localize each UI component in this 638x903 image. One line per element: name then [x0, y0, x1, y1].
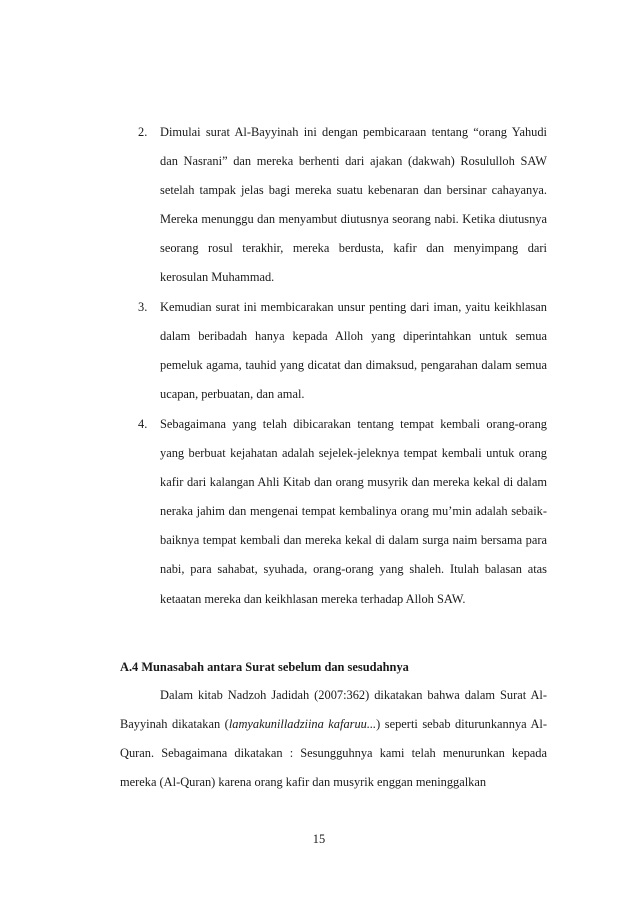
paragraph-italic-term: lamyakunilladziina kafaruu... — [228, 717, 377, 732]
list-item-text: Dimulai surat Al-Bayyinah ini dengan pembicaraan tentang “orang Yahudi dan Nasrani” dan mereka berhenti dari ajakan (dakwah) Rosululloh SAW setelah tampak jelas bagi mereka suatu kebenaran dan bersinar cahayanya. Mereka menunggu dan menyambut diutusnya seorang nabi. Ketika diutusnya seorang rosul terakhir, mereka berdusta, kafir dan menyimpang dari kerosulan Muhammad. — [160, 125, 547, 285]
list-item-number: 3. — [138, 300, 148, 315]
section-heading: A.4 Munasabah antara Surat sebelum dan sesudahnya — [120, 660, 409, 674]
paragraph-text-start: Dalam kitab Nadzoh Jadidah (2007:362) dikatakan bahwa dalam Surat Al-Bayyinah dikatakan ( — [120, 688, 547, 732]
list-item-text: Kemudian surat ini membicarakan unsur penting dari iman, yaitu keikhlasan dalam beribadah hanya kepada Alloh yang diperintahkan untuk semua pemeluk agama, tauhid yang dicatat dan dimaksud, pengarahan dalam semua ucapan, perbuatan, dan amal. — [160, 300, 547, 402]
numbered-list — [0, 118, 638, 614]
list-item-text: Sebagaimana yang telah dibicarakan tentang tempat kembali orang-orang yang berbuat kejahatan adalah sejelek-jeleknya tempat kembali untuk orang kafir dari kalangan Ahli Kitab dan orang musyrik dan mereka kekal di dalam neraka jahim dan mengenai tempat kembalinya orang mu’min adalah sebaik-baiknya tempat kembali dan mereka kekal di dalam surga naim bersama para nabi, para sahabat, syuhada, orang-orang yang shaleh. Itulah balasan atas ketaatan mereka dan keikhlasan mereka terhadap Alloh SAW. — [160, 416, 547, 606]
page-number: 15 — [312, 832, 326, 846]
list-item — [0, 410, 638, 614]
body-paragraph — [120, 681, 547, 797]
list-item — [0, 118, 638, 293]
list-item — [0, 293, 638, 409]
list-item-number: 4. — [138, 416, 148, 431]
list-item-number: 2. — [138, 125, 148, 139]
paragraph-text-end: ) seperti sebab diturunkannya Al-Quran. Sebagaimana dikatakan : Sesungguhnya kami telah menurunkan kepada mereka (Al-Quran) karena orang kafir dan musyrik enggan meninggalkan — [120, 717, 547, 790]
